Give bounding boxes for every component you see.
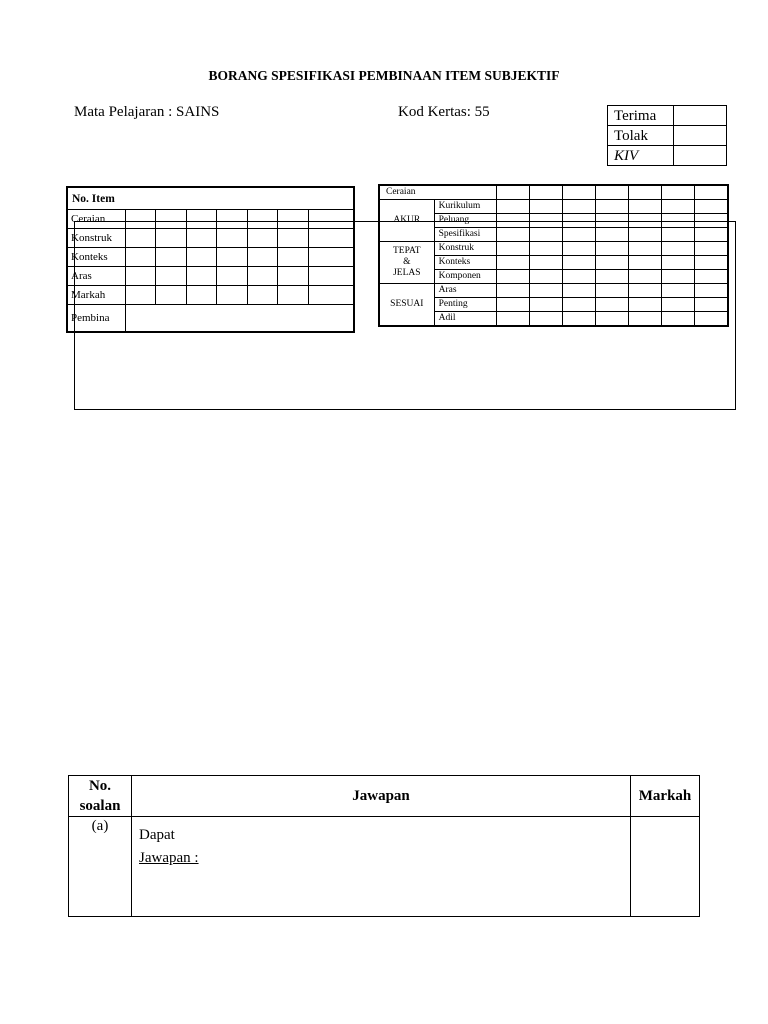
grid-cell[interactable] <box>563 270 596 284</box>
grid-cell[interactable] <box>563 228 596 242</box>
criterion-peluang: Peluang <box>434 214 497 228</box>
grid-cell[interactable] <box>278 286 308 305</box>
grid-cell[interactable] <box>186 248 216 267</box>
col-header-no-soalan <box>69 776 132 817</box>
grid-cell[interactable] <box>497 200 530 214</box>
row-label-ceraian: Ceraian <box>67 210 126 229</box>
group-tepat-line3: JELAS <box>393 268 421 278</box>
grid-cell[interactable] <box>530 242 563 256</box>
grid-cell[interactable] <box>629 312 662 327</box>
grid-cell[interactable] <box>695 270 729 284</box>
group-tepat-line2: & <box>403 257 411 267</box>
criterion-komponen: Komponen <box>434 270 497 284</box>
group-tepat-jelas <box>379 242 434 284</box>
grid-cell[interactable] <box>596 270 629 284</box>
grid-cell[interactable] <box>629 185 662 200</box>
status-kiv-check[interactable] <box>674 146 727 166</box>
grid-cell[interactable] <box>695 214 729 228</box>
status-tolak-label: Tolak <box>608 126 674 146</box>
grid-cell[interactable] <box>563 284 596 298</box>
grid-cell[interactable] <box>247 286 277 305</box>
grid-cell[interactable] <box>662 242 695 256</box>
grid-cell[interactable] <box>217 267 247 286</box>
group-tepat-line1: TEPAT <box>392 246 421 256</box>
grid-cell[interactable] <box>530 270 563 284</box>
grid-cell[interactable] <box>308 267 354 286</box>
grid-cell[interactable] <box>596 228 629 242</box>
grid-cell[interactable] <box>308 229 354 248</box>
grid-cell[interactable] <box>629 214 662 228</box>
grid-cell[interactable] <box>695 312 729 327</box>
status-terima-check[interactable] <box>674 106 727 126</box>
grid-cell[interactable] <box>530 228 563 242</box>
grid-cell[interactable] <box>497 256 530 270</box>
status-tolak-check[interactable] <box>674 126 727 146</box>
grid-cell[interactable] <box>247 229 277 248</box>
answer-label: Jawapan : <box>139 850 199 866</box>
grid-cell[interactable] <box>497 284 530 298</box>
grid-cell[interactable] <box>247 248 277 267</box>
subject-label: Mata Pelajaran : SAINS <box>74 104 220 120</box>
answer-table <box>68 775 700 917</box>
grid-cell[interactable] <box>126 248 156 267</box>
grid-cell[interactable] <box>662 200 695 214</box>
col-header-markah: Markah <box>631 776 700 817</box>
grid-cell[interactable] <box>629 284 662 298</box>
form-title: BORANG SPESIFIKASI PEMBINAAN ITEM SUBJEKTIF <box>208 68 560 83</box>
grid-cell[interactable] <box>662 270 695 284</box>
grid-cell[interactable] <box>596 200 629 214</box>
grid-cell[interactable] <box>695 298 729 312</box>
grid-cell[interactable] <box>695 228 729 242</box>
grid-cell[interactable] <box>156 210 186 229</box>
grid-cell[interactable] <box>662 312 695 327</box>
answer-intro-text: Dapat <box>139 827 175 843</box>
answer-cell[interactable] <box>132 817 631 917</box>
paper-code-label: Kod Kertas: 55 <box>398 104 490 120</box>
grid-cell[interactable] <box>186 210 216 229</box>
grid-cell[interactable] <box>662 256 695 270</box>
grid-cell[interactable] <box>662 284 695 298</box>
status-terima-label: Terima <box>608 106 674 126</box>
grid-cell[interactable] <box>563 242 596 256</box>
grid-cell[interactable] <box>629 298 662 312</box>
group-akur: AKUR <box>379 200 434 242</box>
grid-cell[interactable] <box>695 256 729 270</box>
grid-cell[interactable] <box>563 214 596 228</box>
grid-cell[interactable] <box>629 256 662 270</box>
grid-cell[interactable] <box>278 210 308 229</box>
grid-cell[interactable] <box>126 229 156 248</box>
col-header-jawapan: Jawapan <box>132 776 631 817</box>
criterion-konteks: Konteks <box>434 256 497 270</box>
grid-cell[interactable] <box>629 228 662 242</box>
criterion-spesifikasi: Spesifikasi <box>434 228 497 242</box>
marks-cell[interactable] <box>631 817 700 917</box>
grid-cell[interactable] <box>596 256 629 270</box>
grid-cell[interactable] <box>217 210 247 229</box>
criterion-adil: Adil <box>434 312 497 327</box>
grid-cell[interactable] <box>217 229 247 248</box>
grid-cell[interactable] <box>695 284 729 298</box>
grid-cell[interactable] <box>126 286 156 305</box>
grid-cell[interactable] <box>596 185 629 200</box>
criterion-konstruk: Konstruk <box>434 242 497 256</box>
criterion-aras: Aras <box>434 284 497 298</box>
grid-cell[interactable] <box>563 312 596 327</box>
status-kiv-label: KIV <box>608 146 674 166</box>
question-label: (a) <box>69 817 132 917</box>
grid-cell[interactable] <box>497 298 530 312</box>
grid-cell[interactable] <box>530 312 563 327</box>
grid-cell[interactable] <box>563 185 596 200</box>
grid-cell[interactable] <box>308 210 354 229</box>
grid-cell[interactable] <box>530 284 563 298</box>
grid-cell[interactable] <box>662 185 695 200</box>
row-label-markah: Markah <box>67 286 126 305</box>
grid-cell[interactable] <box>695 200 729 214</box>
grid-cell[interactable] <box>563 200 596 214</box>
item-spec-grid <box>66 186 355 333</box>
grid-cell[interactable] <box>278 248 308 267</box>
col-no-line1: No. <box>88 778 112 794</box>
grid-cell[interactable] <box>629 242 662 256</box>
group-sesuai: SESUAI <box>379 284 434 327</box>
grid-cell[interactable] <box>247 267 277 286</box>
row-label-konteks: Konteks <box>67 248 126 267</box>
grid-cell[interactable] <box>596 242 629 256</box>
item-number-header: No. Item <box>67 187 354 210</box>
grid-cell[interactable] <box>186 267 216 286</box>
grid-cell[interactable] <box>629 200 662 214</box>
grid-cell[interactable] <box>156 229 186 248</box>
grid-cell[interactable] <box>247 210 277 229</box>
grid-cell[interactable] <box>497 242 530 256</box>
grid-cell[interactable] <box>308 286 354 305</box>
grid-cell[interactable] <box>497 270 530 284</box>
row-label-aras: Aras <box>67 267 126 286</box>
grid-cell[interactable] <box>695 185 729 200</box>
grid-cell[interactable] <box>497 214 530 228</box>
grid-cell[interactable] <box>563 256 596 270</box>
criterion-kurikulum: Kurikulum <box>434 200 497 214</box>
grid-cell[interactable] <box>497 228 530 242</box>
row-label-pembina: Pembina <box>67 305 126 333</box>
grid-cell[interactable] <box>695 242 729 256</box>
grid-cell[interactable] <box>662 298 695 312</box>
grid-cell[interactable] <box>156 286 186 305</box>
grid-cell[interactable] <box>156 248 186 267</box>
grid-cell[interactable] <box>563 298 596 312</box>
grid-cell[interactable] <box>530 214 563 228</box>
grid-cell[interactable] <box>530 185 563 200</box>
grid-cell[interactable] <box>217 286 247 305</box>
grid-cell[interactable] <box>217 248 247 267</box>
grid-cell[interactable] <box>186 229 216 248</box>
criteria-grid <box>378 184 729 327</box>
grid-cell[interactable] <box>596 284 629 298</box>
col-no-line2: soalan <box>79 798 121 814</box>
grid-cell[interactable] <box>596 312 629 327</box>
grid-cell[interactable] <box>278 267 308 286</box>
grid-cell[interactable] <box>662 214 695 228</box>
grid-cell[interactable] <box>596 298 629 312</box>
grid-cell[interactable] <box>126 210 156 229</box>
grid-cell[interactable] <box>278 229 308 248</box>
grid-cell[interactable] <box>629 270 662 284</box>
pembina-field[interactable] <box>126 305 355 333</box>
grid-cell[interactable] <box>126 267 156 286</box>
status-box <box>607 105 727 166</box>
grid-cell[interactable] <box>186 286 216 305</box>
grid-cell[interactable] <box>530 298 563 312</box>
grid-cell[interactable] <box>530 256 563 270</box>
ceraian-header: Ceraian <box>379 185 497 200</box>
grid-cell[interactable] <box>596 214 629 228</box>
row-label-konstruk: Konstruk <box>67 229 126 248</box>
grid-cell[interactable] <box>497 312 530 327</box>
grid-cell[interactable] <box>530 200 563 214</box>
criterion-penting: Penting <box>434 298 497 312</box>
grid-cell[interactable] <box>662 228 695 242</box>
grid-cell[interactable] <box>497 185 530 200</box>
grid-cell[interactable] <box>308 248 354 267</box>
grid-cell[interactable] <box>156 267 186 286</box>
